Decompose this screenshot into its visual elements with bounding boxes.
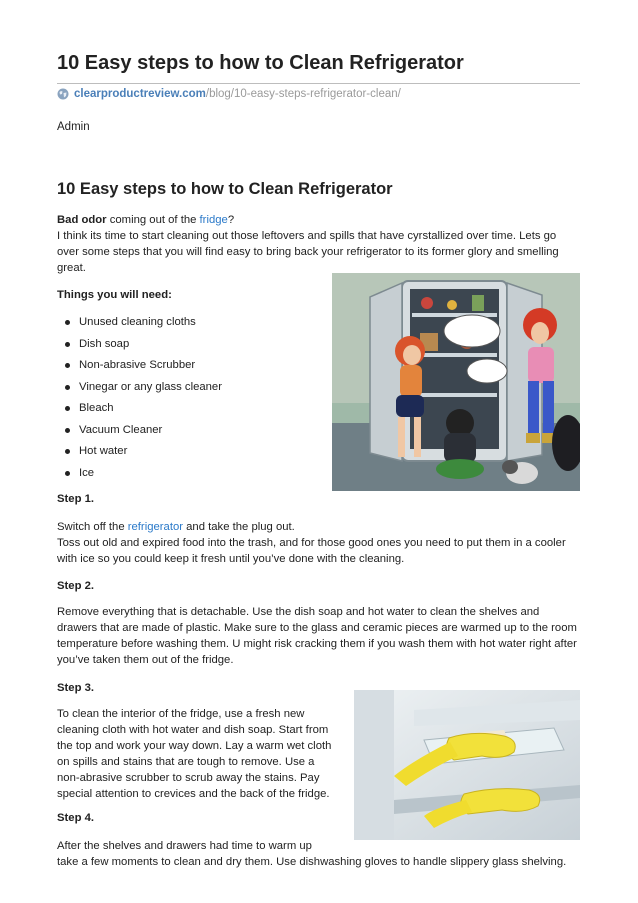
list-item: Bleach — [57, 400, 307, 422]
fridge-cleaning-illustration — [332, 273, 580, 491]
source-path[interactable]: /blog/10-easy-steps-refrigerator-clean/ — [205, 88, 401, 100]
step-1-heading: Step 1. — [57, 493, 95, 505]
fridge-link[interactable]: fridge — [199, 214, 228, 226]
step-1-text — [57, 519, 580, 567]
article-heading: 10 Easy steps to how to Clean Refrigerator — [57, 180, 393, 198]
step-3-heading: Step 3. — [57, 682, 95, 694]
intro-lead-end: ? — [227, 214, 235, 226]
globe-icon — [57, 88, 69, 100]
step-4-line-1: After the shelves and drawers had time to warm up — [57, 840, 312, 852]
intro-body: I think its time to start cleaning out those leftovers and spills that have cyrstallized over time. Lets go over some steps that you will find easy to bring back your refrigerator to its former glory and smelling great. — [57, 230, 559, 274]
step-1-pre: Switch off the — [57, 521, 128, 533]
intro-paragraph — [57, 212, 580, 276]
gloves-cleaning-photo — [354, 690, 580, 840]
list-item: Vacuum Cleaner — [57, 422, 307, 444]
needs-list — [57, 314, 307, 486]
source-domain-link[interactable]: clearproductreview.com — [74, 88, 206, 100]
list-item: Unused cleaning cloths — [57, 314, 307, 336]
list-item: Vinegar or any glass cleaner — [57, 379, 307, 401]
step-2-text: Remove everything that is detachable. Use the dish soap and hot water to clean the shelves and drawers that are made of plastic. Make sure to the glass and ceramic pieces are warmed up to the room temperature before washing them. U might risk cracking them if you wash them with hot water right after you’ve taken them out of the fridge. — [57, 606, 577, 666]
step-3-text: To clean the interior of the fridge, use a fresh new cleaning cloth with hot water and dish soap. Start from the top and work your way down. Lay a warm wet cloth on spills and stains that are tough to remove. Use a non-abrasive scrubber to scrub away the stains. Pay special attention to crevices and the back of the fridge. — [57, 708, 332, 800]
refrigerator-link[interactable]: refrigerator — [127, 521, 183, 533]
intro-lead-text: coming out of the — [106, 214, 200, 226]
step-4-text — [57, 838, 580, 870]
step-4-heading: Step 4. — [57, 812, 95, 824]
list-item: Non-abrasive Scrubber — [57, 357, 307, 379]
list-item: Hot water — [57, 443, 307, 465]
list-item: Dish soap — [57, 336, 307, 358]
source-line — [57, 88, 401, 100]
needs-heading: Things you will need: — [57, 289, 172, 301]
list-item: Ice — [57, 465, 307, 487]
step-4-line-2: take a few moments to clean and dry them. Use dishwashing gloves to handle slippery glass shelving. — [57, 856, 567, 868]
author-name: Admin — [57, 121, 90, 133]
step-1-body: Toss out old and expired food into the trash, and for those good ones you need to put them in a cooler with ice so you could keep it fresh until you’ve done with the cleaning. — [57, 537, 566, 565]
step-2-heading: Step 2. — [57, 580, 95, 592]
title-divider — [57, 83, 580, 84]
intro-bold-lead: Bad odor — [57, 214, 107, 226]
step-1-post: and take the plug out. — [183, 521, 295, 533]
document-title: 10 Easy steps to how to Clean Refrigerator — [57, 52, 464, 74]
